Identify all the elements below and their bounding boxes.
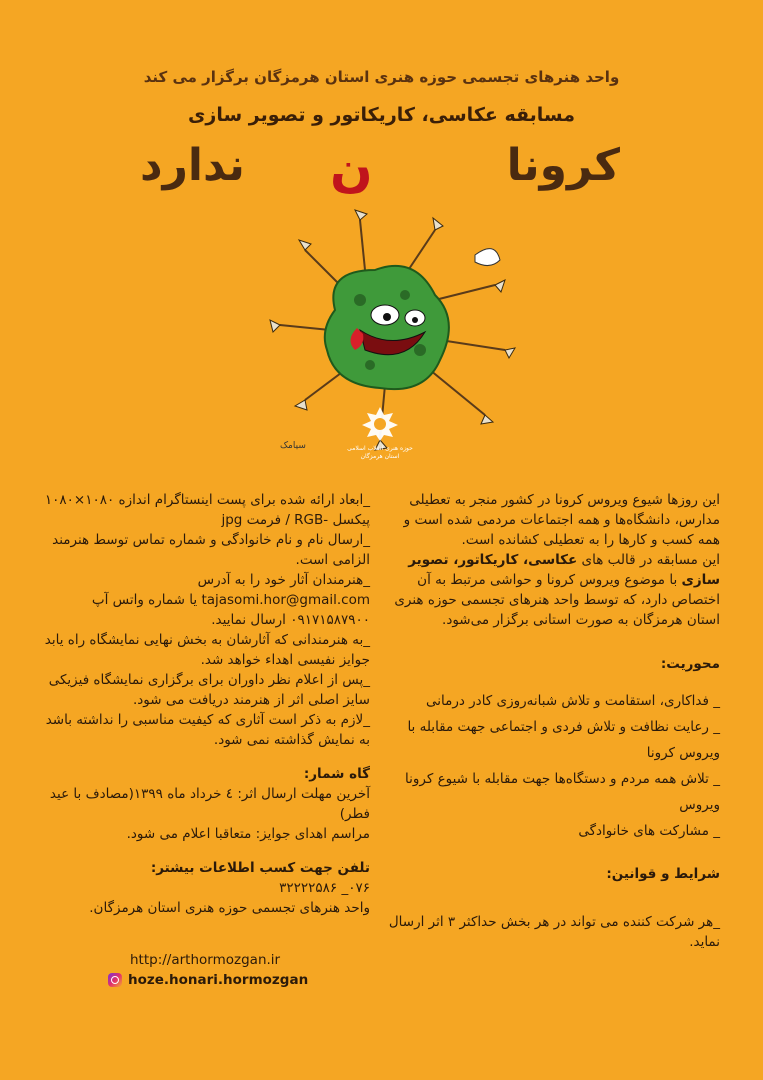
detail-item: _به هنرمندانی که آثارشان به بخش نهایی نمایشگاه راه یابد جوایز نفیسی اهداء خواهد شد. bbox=[44, 632, 370, 668]
schedule-item: مراسم اهدای جوایز: متعاقبا اعلام می شود. bbox=[126, 826, 370, 842]
axis-item: _ فداکاری، استقامت و تلاش شبانه‌روزی کادر درمانی bbox=[425, 693, 720, 709]
intro2-post: با موضوع ویروس کرونا و حواشی مرتبط به آن اختصاص دارد، که توسط واحد هنرهای تجسمی حوزه هنری استان هرمزگان به صورت استانی برگزار می‌شود. bbox=[394, 572, 720, 628]
left-column bbox=[40, 490, 370, 918]
axis-item: _ رعایت نظافت و تلاش فردی و اجتماعی جهت مقابله با ویروس کرونا bbox=[407, 719, 720, 761]
instagram-handle[interactable]: hoze.honari.hormozgan bbox=[128, 972, 309, 988]
intro-paragraph-2 bbox=[388, 550, 720, 630]
instagram-icon bbox=[108, 973, 122, 987]
logo-caption-2: استان هرمزگان bbox=[360, 453, 400, 460]
axes-title: محوریت: bbox=[660, 656, 720, 672]
detail-item: _ارسال نام و نام خانوادگی و شماره تماس توسط هنرمند الزامی است. bbox=[52, 532, 370, 568]
logo-emblem-icon bbox=[358, 405, 402, 441]
organizer-line: واحد هنرهای تجسمی حوزه هنری استان هرمزگان برگزار می کند bbox=[143, 68, 620, 86]
axis-item: _ تلاش همه مردم و دستگاه‌ها جهت مقابله با شیوع کرونا ویروس bbox=[405, 771, 720, 813]
instagram-link[interactable] bbox=[108, 972, 308, 988]
title-red-letter: ن bbox=[330, 140, 373, 198]
intro2-pre: این مسابقه در قالب های bbox=[577, 552, 720, 568]
contact-title: تلفن جهت کسب اطلاعات بیشتر: bbox=[150, 860, 370, 876]
rule-item: _هر شرکت کننده می تواند در هر بخش حداکثر ۳ اثر ارسال نماید. bbox=[388, 914, 720, 950]
detail-item: _هنرمندان آثار خود را به آدرس tajasomi.hor@gmail.com یا شماره واتس آپ ۰۹۱۷۱۵۸۷۹۰۰ ارسال نمایید. bbox=[91, 572, 370, 628]
schedule-item: آخرین مهلت ارسال اثر: ٤ خرداد ماه ۱۳۹۹(مصادف با عید فطر) bbox=[49, 786, 370, 822]
intro2-bold: عکاسی، کاریکاتور، تصویر سازی bbox=[408, 552, 720, 588]
detail-item: _ابعاد ارائه شده برای پست اینستاگرام اندازه ۱۰۸۰×۱۰۸۰ پیکسل -RGB / فرمت jpg bbox=[44, 492, 370, 528]
competition-title: مسابقه عکاسی، کاریکاتور و تصویر سازی bbox=[187, 104, 576, 126]
title-word-corona: کرونا bbox=[506, 140, 620, 191]
contact-org: واحد هنرهای تجسمی حوزه هنری استان هرمزگان. bbox=[89, 900, 370, 916]
rules-title: شرایط و قوانین: bbox=[606, 866, 720, 882]
right-column bbox=[388, 490, 720, 952]
title-word-nadarad: ندارد bbox=[140, 140, 245, 191]
website-link[interactable]: http://arthormozgan.ir bbox=[130, 952, 281, 968]
detail-item: _پس از اعلام نظر داوران برای برگزاری نمایشگاه فیزیکی سایز اصلی اثر از هنرمند دریافت می شود. bbox=[48, 672, 370, 708]
axis-item: _ مشارکت های خانوادگی bbox=[578, 823, 720, 839]
schedule-title: گاه شمار: bbox=[303, 766, 370, 782]
detail-item: _لازم به ذکر است آثاری که کیفیت مناسبی را نداشته باشد به نمایش گذاشته نمی شود. bbox=[45, 712, 370, 748]
illustrator-signature: سیامک bbox=[280, 441, 306, 451]
main-title bbox=[140, 140, 620, 200]
contact-phone: ۰۷۶_ ۳۲۲۲۲۵۸۶ bbox=[279, 880, 370, 896]
hozeh-honari-logo bbox=[345, 405, 415, 465]
logo-caption-1: حوزه هنری انقلاب اسلامی bbox=[347, 445, 413, 452]
intro-paragraph: این روزها شیوع ویروس کرونا در کشور منجر به تعطیلی مدارس، دانشگاه‌ها و همه اجتماعات مردمی شده است و همه کسب و کارها را به تعطیلی کشانده است. bbox=[403, 492, 720, 548]
